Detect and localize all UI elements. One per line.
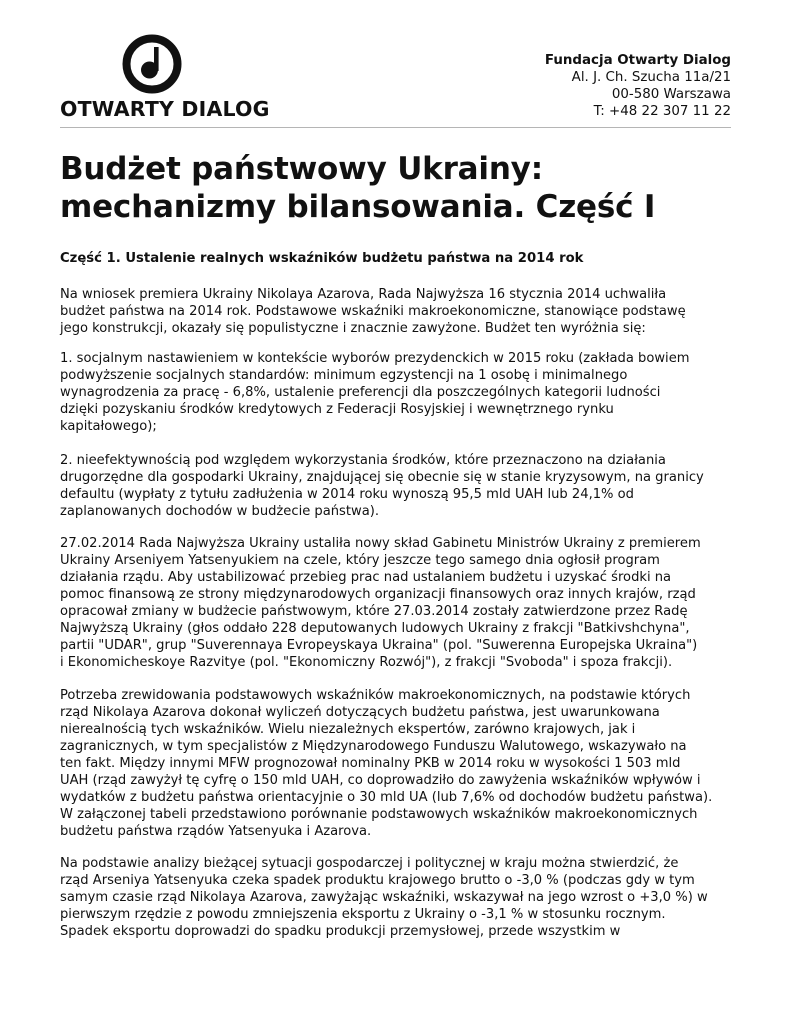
header-divider <box>60 127 731 128</box>
section-heading: Część 1. Ustalenie realnych wskaźników budżetu państwa na 2014 rok <box>60 251 584 266</box>
text-line: samym czasie rząd Nikolaya Azarova, zawyżając wskaźniki, wskazywał na jego wzrost o +3,0 %) w <box>60 890 708 905</box>
text-line: podwyższenie socjalnych standardów: minimum egzystencji na 1 osobę i minimalnego <box>60 368 628 383</box>
organization-contact <box>545 52 731 120</box>
text-line: dzięki pozyskaniu środków kredytowych z Federacji Rosyjskiej i wewnętrznego rynku <box>60 402 614 417</box>
text-line: drugorzędne dla gospodarki Ukrainy, znajdującej się obecnie się w stanie kryzysowym, na granicy <box>60 470 704 485</box>
text-line: rząd Arseniya Yatsenyuka czeka spadek produktu krajowego brutto o -3,0 % (podczas gdy w tym <box>60 873 695 888</box>
text-line: zagranicznych, w tym specjalistów z Międzynarodowego Funduszu Walutowego, wskazywało na <box>60 739 687 754</box>
paragraph-revision <box>60 687 740 840</box>
text-line: rząd Nikolaya Azarova dokonał wyliczeń dotyczących budżetu państwa, jest uwarunkowana <box>60 705 660 720</box>
text-line: 1. socjalnym nastawieniem w kontekście wyborów prezydenckich w 2015 roku (zakłada bowiem <box>60 351 690 366</box>
text-line: wynagrodzenia za pracę - 6,8%, ustalenie preferencji dla poszczególnych kategorii ludności <box>60 385 661 400</box>
text-line: pomoc finansową ze strony międzynarodowych organizacji finansowych oraz innych krajów, rząd <box>60 587 696 602</box>
paragraph-government <box>60 535 740 671</box>
text-line: Potrzeba zrewidowania podstawowych wskaźników makroekonomicznych, na podstawie których <box>60 688 691 703</box>
text-line: Na podstawie analizy bieżącej sytuacji gospodarczej i politycznej w kraju można stwierdzić, że <box>60 856 679 871</box>
text-line: nierealnością tych wskaźników. Wielu niezależnych ekspertów, zarówno krajowych, jak i <box>60 722 636 737</box>
text-line: jego konstrukcji, okazały się populistyczne i znacznie zawyżone. Budżet ten wyróżnia się: <box>60 321 646 336</box>
otwarty-dialog-logo-icon <box>122 34 182 94</box>
organization-name: Fundacja Otwarty Dialog <box>544 53 731 68</box>
text-line: Ukrainy Arseniyem Yatsenyukiem na czele, który jeszcze tego samego dnia ogłosił program <box>60 553 660 568</box>
text-line: działania rządu. Aby ustabilizować przebieg prac nad ustalaniem budżetu i uzyskać środki na <box>60 570 672 585</box>
text-line: Najwyższą Ukrainy (głos oddało 228 deputowanych ludowych Ukrainy z frakcji "Batkivshchyna", <box>60 621 690 636</box>
text-line: budżet państwa na 2014 rok. Podstawowe wskaźniki makroekonomiczne, stanowiące podstawę <box>60 304 686 319</box>
text-line: pierwszym rzędzie z powodu zmniejszenia eksportu z Ukrainy o -3,1 % w stosunku rocznym. <box>60 907 666 922</box>
logo <box>60 34 270 121</box>
text-line: opracował zmiany w budżecie państwowym, które 27.03.2014 zostały zatwierdzone przez Radę <box>60 604 688 619</box>
text-line: W załączonej tabeli przedstawiono porównanie podstawowych wskaźników makroekonomicznych <box>60 807 698 822</box>
text-line: UAH (rząd zawyżył tę cyfrę o 150 mld UAH, co doprowadziło do zawyżenia wskaźników wpływów i <box>60 773 701 788</box>
text-line: i Ekonomicheskoye Razvitye (pol. "Ekonomiczny Rozwój"), z frakcji "Svoboda" i spoza frakcji). <box>60 655 673 670</box>
text-line: Na wniosek premiera Ukrainy Nikolaya Azarova, Rada Najwyższa 16 stycznia 2014 uchwaliła <box>60 287 667 302</box>
document-title-line: Budżet państwowy Ukrainy: <box>60 151 543 187</box>
text-line: Spadek eksportu doprowadzi do spadku produkcji przemysłowej, przede wszystkim w <box>60 924 621 939</box>
text-line: wydatków z budżetu państwa orientacyjnie o 30 mld UA (lub 7,6% od dochodów budżetu państwa). <box>60 790 713 805</box>
organization-address-city: 00-580 Warszawa <box>611 87 731 102</box>
text-line: budżetu państwa rządów Yatsenyuka i Azarova. <box>60 824 372 839</box>
logo-text: OTWARTY DIALOG <box>60 97 270 121</box>
text-line: ten fakt. Między innymi MFW prognozował nominalny PKB w 2014 roku w wysokości 1 503 mld <box>60 756 681 771</box>
organization-phone: T: +48 22 307 11 22 <box>593 104 731 119</box>
document-title-line: mechanizmy bilansowania. Część I <box>60 189 656 225</box>
paragraph-point-1 <box>60 350 740 435</box>
paragraph-analysis <box>60 855 740 940</box>
text-line: 27.02.2014 Rada Najwyższa Ukrainy ustaliła nowy skład Gabinetu Ministrów Ukrainy z premierem <box>60 536 701 551</box>
text-line: partii "UDAR", grup "Suverennaya Evropeyskaya Ukraina" (pol. "Suwerenna Europejska Ukraina") <box>60 638 698 653</box>
text-line: kapitałowego); <box>60 419 157 434</box>
paragraph-point-2 <box>60 452 740 520</box>
document-title <box>60 150 740 226</box>
organization-address-street: Al. J. Ch. Szucha 11a/21 <box>571 70 731 85</box>
paragraph-intro <box>60 286 740 337</box>
text-line: 2. nieefektywnością pod względem wykorzystania środków, które przeznaczono na działania <box>60 453 666 468</box>
text-line: defaultu (wypłaty z tytułu zadłużenia w 2014 roku wynoszą 95,5 mld UAH lub 24,1% od <box>60 487 634 502</box>
text-line: zaplanowanych dochodów w budżecie państwa). <box>60 504 380 519</box>
